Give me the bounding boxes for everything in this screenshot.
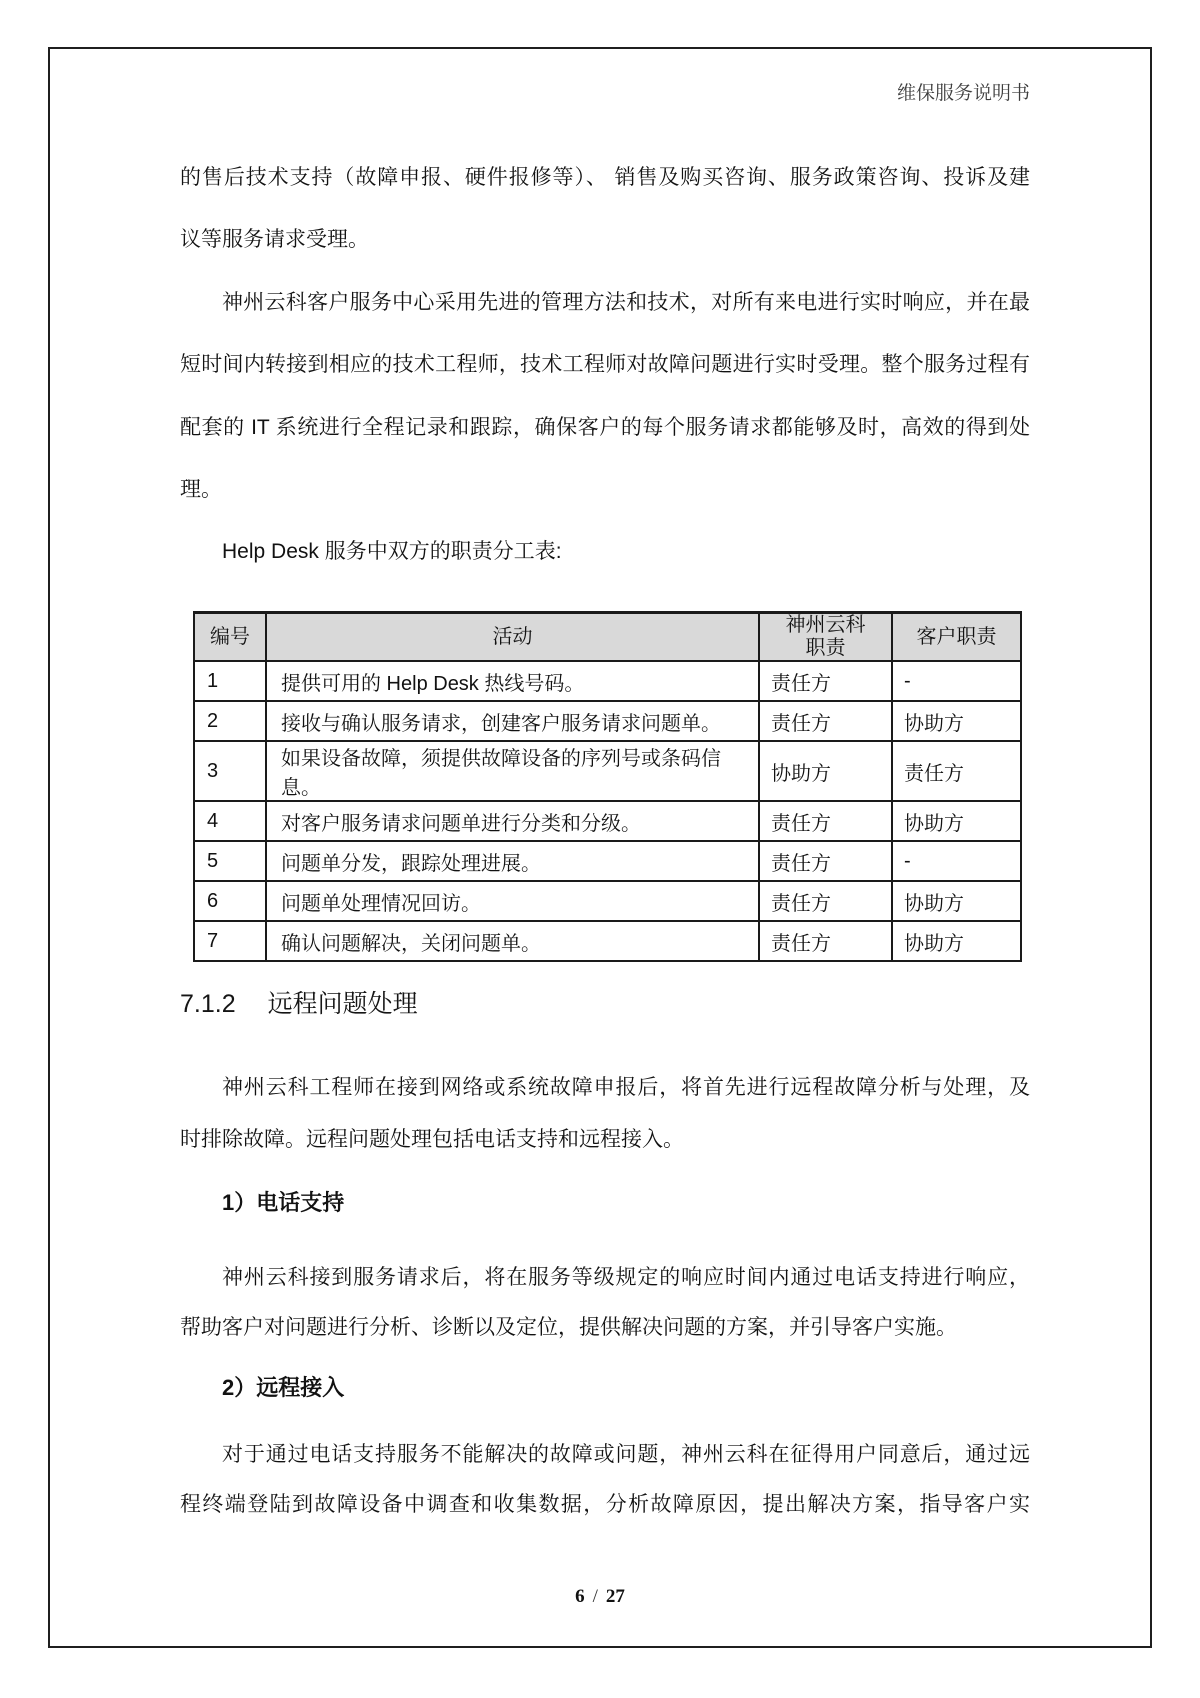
table-cell-number: 2 (194, 701, 266, 741)
footer-page-separator: / (592, 1586, 598, 1607)
para-line: 程终端登陆到故障设备中调查和收集数据，分析故障原因，提出解决方案，指导客户实 (180, 1493, 1030, 1516)
table-cell-number: 6 (194, 881, 266, 921)
table-cell-activity: 对客户服务请求问题单进行分类和分级。 (266, 801, 759, 841)
table-cell-number: 7 (194, 921, 266, 961)
table-cell-activity: 问题单处理情况回访。 (266, 881, 759, 921)
table-cell-vendor-duty: 责任方 (759, 841, 892, 881)
para-line: 理。 (180, 478, 222, 501)
table-cell-customer-duty: 协助方 (892, 921, 1021, 961)
table-cell-vendor-duty: 责任方 (759, 921, 892, 961)
para-line: 时排除故障。远程问题处理包括电话支持和远程接入。 (180, 1128, 684, 1151)
section-title: 远程问题处理 (267, 990, 418, 1018)
footer-page-number (0, 1583, 1200, 1611)
table-header-cell-customer-duty: 客户职责 (892, 613, 1021, 662)
para-line: 神州云科接到服务请求后，将在服务等级规定的响应时间内通过电话支持进行响应， (222, 1266, 1030, 1289)
section-number: 7.1.2 (180, 990, 236, 1018)
table-header-vendor-line2: 职责 (805, 637, 846, 659)
table-header-cell-activity: 活动 (266, 613, 759, 662)
table-cell-activity: 问题单分发，跟踪处理进展。 (266, 841, 759, 881)
table-cell-customer-duty: 责任方 (892, 741, 1021, 801)
table-cell-customer-duty: 协助方 (892, 701, 1021, 741)
table-cell-number: 4 (194, 801, 266, 841)
table-header-row (194, 613, 1021, 662)
table-row (194, 841, 1021, 881)
table-cell-vendor-duty: 协助方 (759, 741, 892, 801)
para-line: 配套的 IT 系统进行全程记录和跟踪，确保客户的每个服务请求都能够及时，高效的得到处 (180, 416, 1030, 439)
table-row (194, 881, 1021, 921)
responsibility-table (193, 611, 1022, 962)
table-cell-customer-duty: 协助方 (892, 801, 1021, 841)
para-line: 神州云科工程师在接到网络或系统故障申报后，将首先进行远程故障分析与处理，及 (222, 1076, 1030, 1099)
table-cell-activity: 如果设备故障，须提供故障设备的序列号或条码信息。 (266, 741, 759, 801)
footer-current-page: 6 (575, 1586, 585, 1607)
para-line: 神州云科客户服务中心采用先进的管理方法和技术，对所有来电进行实时响应，并在最 (222, 291, 1030, 314)
subheading-remote-access: 2）远程接入 (222, 1375, 345, 1400)
table-cell-number: 1 (194, 661, 266, 701)
section-heading (180, 984, 418, 1024)
table-header-cell-vendor-duty (759, 613, 892, 662)
table-cell-activity: 接收与确认服务请求，创建客户服务请求问题单。 (266, 701, 759, 741)
table-header-vendor-line1: 神州云科 (785, 614, 866, 636)
table-row (194, 801, 1021, 841)
table-cell-activity: 提供可用的 Help Desk 热线号码。 (266, 661, 759, 701)
table-cell-vendor-duty: 责任方 (759, 701, 892, 741)
subheading-phone-support: 1）电话支持 (222, 1190, 345, 1215)
table-cell-customer-duty: - (892, 841, 1021, 881)
table-cell-number: 3 (194, 741, 266, 801)
table-cell-customer-duty: 协助方 (892, 881, 1021, 921)
table-row (194, 701, 1021, 741)
table-row (194, 741, 1021, 801)
table-cell-vendor-duty: 责任方 (759, 801, 892, 841)
table-cell-customer-duty: - (892, 661, 1021, 701)
table-cell-number: 5 (194, 841, 266, 881)
table-row (194, 921, 1021, 961)
para-line: 议等服务请求受理。 (180, 228, 369, 251)
table-cell-vendor-duty: 责任方 (759, 881, 892, 921)
table-row (194, 661, 1021, 701)
table-cell-activity: 确认问题解决，关闭问题单。 (266, 921, 759, 961)
table-cell-vendor-duty: 责任方 (759, 661, 892, 701)
footer-total-pages: 27 (605, 1586, 625, 1607)
para-line: 帮助客户对问题进行分析、诊断以及定位，提供解决问题的方案，并引导客户实施。 (180, 1316, 957, 1339)
para-line: 短时间内转接到相应的技术工程师，技术工程师对故障问题进行实时受理。整个服务过程有 (180, 353, 1030, 376)
table-caption: Help Desk 服务中双方的职责分工表: (222, 540, 562, 563)
header-doc-title: 维保服务说明书 (896, 83, 1030, 104)
table-header-cell-number: 编号 (194, 613, 266, 662)
para-line: 对于通过电话支持服务不能解决的故障或问题，神州云科在征得用户同意后，通过远 (222, 1443, 1030, 1466)
para-line: 的售后技术支持（故障申报、硬件报修等）、 销售及购买咨询、服务政策咨询、投诉及建 (180, 166, 1030, 189)
